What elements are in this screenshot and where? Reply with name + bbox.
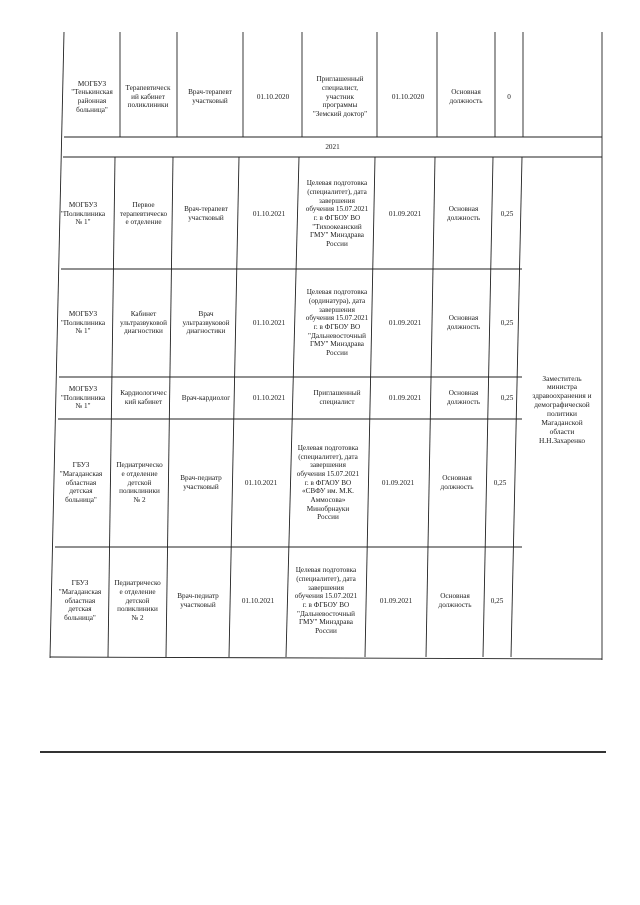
page-bottom-rule (40, 751, 606, 753)
row-6-type: Основная должность (438, 592, 472, 609)
row-3-dept: Кабинет ультразвуковой диагностики (120, 310, 167, 336)
row-4-org: МОГБУЗ "Поликлиника № 1" (60, 385, 106, 411)
row-6-dept: Педиатрическо е отделение детской поликлиники № 2 (114, 579, 161, 622)
row-4-position: Врач-кардиолог (181, 393, 231, 402)
row-5-rate: 0,25 (493, 478, 507, 487)
row-2-org: МОГБУЗ "Поликлиника № 1" (60, 201, 106, 227)
row-4-date-start: 01.10.2021 (252, 393, 286, 402)
row-6-rate: 0,25 (490, 596, 504, 605)
row-6-date-start: 01.10.2021 (241, 596, 275, 605)
row-5-date-start: 01.10.2021 (244, 478, 278, 487)
row-5-basis: Целевая подготовка (специалитет), дата завершения обучения 15.07.2021 г. в ФГАОУ ВО «СВФУ им. М.К. Аммосова» Минобрнауки России (296, 444, 360, 522)
row-2-type: Основная должность (447, 205, 480, 222)
row-1-rate: 0 (507, 92, 511, 101)
row-4-date-end: 01.09.2021 (388, 393, 422, 402)
row-6-org: ГБУЗ "Магаданская областная детская больница" (58, 579, 102, 622)
responsible-cell: Заместитель министра здравоохранения и демографической политики Магаданской области Н.Н.Захаренко (532, 373, 592, 445)
row-1-dept: Терапевтическ ий кабинет поликлиники (125, 84, 171, 110)
row-5-dept: Педиатрическо е отделение детской поликлиники № 2 (116, 461, 163, 504)
row-5-type: Основная должность (440, 474, 474, 491)
row-3-type: Основная должность (447, 314, 480, 331)
row-1-basis: Приглашенный специалист, участник программы "Земский доктор" (312, 75, 368, 118)
row-1-date-start: 01.10.2020 (256, 92, 290, 101)
row-3-date-end: 01.09.2021 (388, 318, 422, 327)
row-2-date-start: 01.10.2021 (252, 209, 286, 218)
row-4-rate: 0,25 (500, 393, 514, 402)
row-4-dept: Кардиологичес кий кабинет (120, 389, 167, 406)
row-3-position: Врач ультразвуковой диагностики (182, 310, 230, 336)
row-1-type: Основная должность (449, 88, 483, 105)
row-5-org: ГБУЗ "Магаданская областная детская больница" (59, 461, 103, 504)
row-2-dept: Первое терапевтическо е отделение (119, 201, 168, 227)
row-2-date-end: 01.09.2021 (388, 209, 422, 218)
row-3-date-start: 01.10.2021 (252, 318, 286, 327)
year-header: 2021 (325, 142, 340, 151)
row-2-basis: Целевая подготовка (специалитет), дата завершения обучения 15.07.2021 г. в ФГБОУ ВО "Тихоокеанский ГМУ" Минздрава России (305, 179, 369, 248)
row-5-date-end: 01.09.2021 (381, 478, 415, 487)
row-1-position: Врач-терапевт участковый (188, 88, 232, 105)
row-4-type: Основная должность (447, 389, 480, 406)
row-3-basis: Целевая подготовка (ординатура), дата завершения обучения 15.07.2021 г. в ФГБОУ ВО "Дальневосточный ГМУ" Минздрава России (305, 288, 369, 357)
row-3-rate: 0,25 (500, 318, 514, 327)
row-6-position: Врач-педиатр участковый (177, 592, 219, 609)
row-2-rate: 0,25 (500, 209, 514, 218)
row-4-basis: Приглашенный специалист (313, 389, 361, 406)
row-1-date-end: 01.10.2020 (391, 92, 425, 101)
row-5-position: Врач-педиатр участковый (180, 474, 222, 491)
row-6-basis: Целевая подготовка (специалитет), дата завершения обучения 15.07.2021 г. в ФГБОУ ВО "Дальневосточный ГМУ" Минздрава России (294, 566, 358, 635)
row-6-date-end: 01.09.2021 (379, 596, 413, 605)
row-2-position: Врач-терапевт участковый (184, 205, 228, 222)
row-1-org: МОГБУЗ "Тенькинская районная больница" (71, 79, 113, 114)
row-3-org: МОГБУЗ "Поликлиника № 1" (60, 310, 106, 336)
